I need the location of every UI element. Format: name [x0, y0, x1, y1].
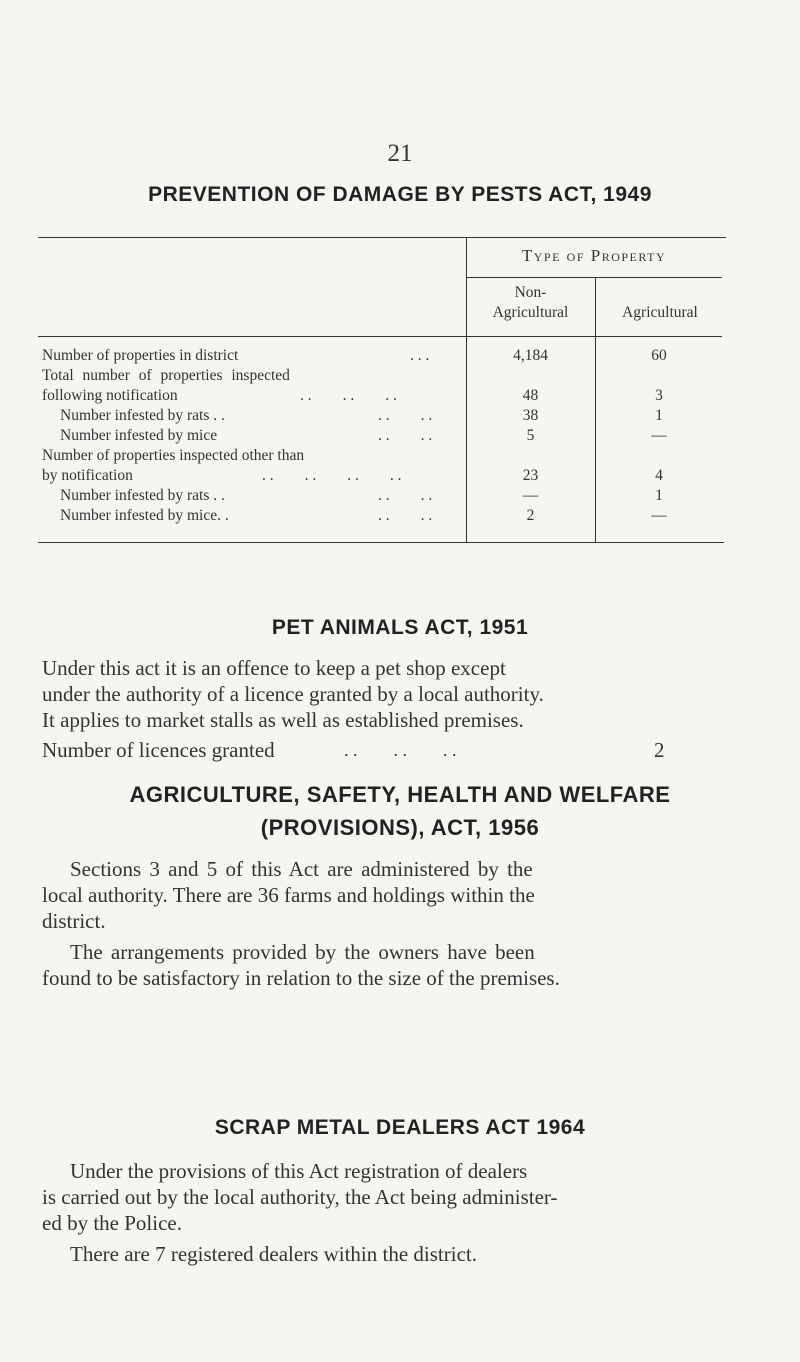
row-label: Total number of properties inspected	[42, 367, 290, 384]
scrap-metal-act-heading: SCRAP METAL DEALERS ACT 1964	[214, 1116, 586, 1139]
licences-label: Number of licences granted	[42, 738, 275, 762]
non-agricultural-value: 2	[526, 507, 535, 524]
type-of-property-header: Type of Property	[521, 246, 667, 265]
row-dots: . . . . . .	[300, 387, 397, 404]
row-label: Number infested by mice. .	[60, 507, 229, 524]
row-dots: . . . .	[378, 427, 433, 444]
scrap-metal-paragraph-1	[42, 1158, 762, 1236]
non-agricultural-value: —	[522, 487, 539, 504]
row-dots: . . . . . . . .	[262, 467, 402, 484]
licences-granted-row	[42, 737, 762, 763]
text-line: The arrangements provided by the owners have been	[70, 940, 535, 964]
page-number: 21	[387, 140, 413, 167]
row-label: by notification	[42, 467, 133, 484]
text-line: It applies to market stalls as well as established premises.	[42, 708, 524, 732]
licences-dots: . . . . . .	[344, 740, 457, 760]
row-dots: . . . .	[378, 407, 433, 424]
non-agricultural-value: 48	[522, 387, 539, 404]
text-line: local authority. There are 36 farms and holdings within the	[42, 883, 535, 907]
agricultural-value: —	[651, 507, 667, 524]
agricultural-value: —	[651, 427, 667, 444]
row-dots: . . . .	[378, 487, 433, 504]
row-label: Number of properties inspected other than	[42, 447, 305, 464]
table-header-rule	[38, 336, 722, 337]
agricultural-value: 1	[655, 407, 663, 424]
text-line: district.	[42, 909, 106, 933]
non-agricultural-value: 38	[522, 407, 539, 424]
pet-animals-paragraph	[42, 655, 762, 733]
text-line: There are 7 registered dealers within the district.	[70, 1242, 477, 1266]
text-line: ed by the Police.	[42, 1211, 182, 1235]
non-agricultural-value: 23	[522, 467, 539, 484]
col-non-agricultural-line2: Agricultural	[492, 304, 569, 321]
agricultural-value: 4	[655, 467, 663, 484]
text-line: found to be satisfactory in relation to the size of the premises.	[42, 966, 560, 990]
text-line: under the authority of a licence granted by a local authority.	[42, 682, 544, 706]
licences-value: 2	[654, 738, 665, 762]
agriculture-act-heading-line2: (PROVISIONS), ACT, 1956	[260, 815, 540, 840]
pests-act-heading: PREVENTION OF DAMAGE BY PESTS ACT, 1949	[148, 183, 652, 206]
scrap-metal-paragraph-2	[42, 1241, 762, 1267]
non-agricultural-value: 4,184	[513, 347, 548, 364]
agricultural-value: 1	[655, 487, 663, 504]
pet-animals-act-heading: PET ANIMALS ACT, 1951	[271, 616, 529, 639]
agricultural-value: 3	[655, 387, 663, 404]
row-label: following notification	[42, 387, 178, 404]
agriculture-paragraph-2	[42, 939, 762, 991]
text-line: is carried out by the local authority, the Act being administer-	[42, 1185, 558, 1209]
row-dots: . . .	[410, 347, 430, 364]
table-bottom-rule	[38, 542, 724, 543]
pests-table	[0, 0, 800, 560]
agriculture-act-heading-line1: AGRICULTURE, SAFETY, HEALTH AND WELFARE	[129, 782, 671, 807]
row-label: Number of properties in district	[42, 347, 239, 364]
row-dots: . . . .	[378, 507, 433, 524]
row-label: Number infested by rats . .	[60, 487, 225, 504]
text-line: Under this act it is an offence to keep a pet shop except	[42, 656, 506, 680]
non-agricultural-value: 5	[526, 427, 535, 444]
text-line: Under the provisions of this Act registration of dealers	[70, 1159, 528, 1183]
col-agricultural: Agricultural	[622, 304, 698, 321]
row-label: Number infested by mice	[60, 427, 218, 444]
row-label: Number infested by rats . .	[60, 407, 225, 424]
table-subheader-rule	[466, 277, 722, 278]
agricultural-value: 60	[651, 347, 667, 364]
col-non-agricultural-line1: Non-	[514, 284, 547, 301]
text-line: Sections 3 and 5 of this Act are administered by the	[70, 857, 533, 881]
table-top-rule	[38, 237, 726, 238]
agriculture-paragraph-1	[42, 856, 762, 934]
